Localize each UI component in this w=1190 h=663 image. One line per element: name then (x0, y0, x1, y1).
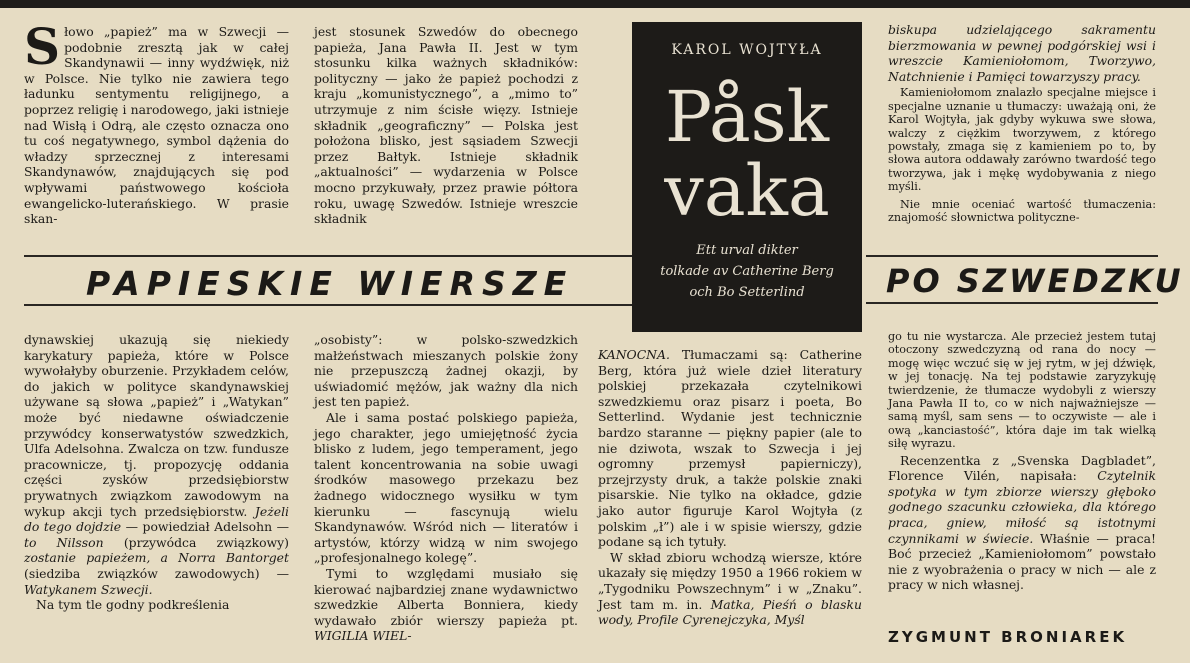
book-cover-subtitle (632, 240, 862, 303)
book-cover-title-line: vaka (664, 150, 830, 232)
top-border (0, 0, 1190, 8)
paragraph (314, 566, 578, 644)
book-cover-title-line: Påsk (664, 76, 830, 158)
text-run: (przywódca związkowy) (123, 534, 289, 550)
top-column-4 (888, 22, 1156, 224)
book-cover-title (632, 76, 862, 232)
headline-left: PAPIESKIE WIERSZE (86, 264, 574, 303)
paragraph: jest stosunek Szwedów do obecnego papieża, Jana Pawła II. Jest w tym stosunku kilka ważnych składników: polityczny — jako że papież pochodzi z kraju „komunistycznego”, a „mimo to” utrzymuje z nim ścisłe więzy. Istnieje składnik „geograficzny” — Polska jest położona blisko, jest sąsiadem Szwecji przez Bałtyk. Istnieje składnik „aktualności” — wydarzenia w Polsce mocno przykuwały, przez prawie półtora roku, uwagę Szwedów. Istnieje wreszcie składnik (314, 24, 578, 227)
book-cover-image (632, 22, 862, 332)
paragraph (598, 347, 862, 550)
text-run: Jeżeli do tego dojdzie (24, 503, 289, 535)
paragraph: biskupa udzielającego sakramentu bierzmowania w pewnej podgórskiej wsi i wreszcie Kamieniołomom, Tworzywo, Natchnienie i Pamięci towarzyszy pracy. (888, 22, 1156, 84)
text-run: Matka, Pieśń o blasku wody, Profile Cyrenejczyka, Myśl (598, 596, 863, 628)
text-run: — powiedział Adelsohn — (125, 519, 289, 535)
text-run: (siedziba związków zawodowych) — (24, 565, 289, 581)
top-column-2 (314, 24, 578, 227)
paragraph: „osobisty”: w polsko-szwedzkich małżeństwach mieszanych polskie żony nie przepuszczą żadnej okazji, by uświadomić mężów, jak ważny dla nich jest ten papież. (314, 332, 578, 410)
bottom-column-3 (598, 347, 862, 628)
text-run: Tymi to względami musiało się kierować najbardziej znane wydawnictwo szwedzkie Alberta Bonniera, kiedy wydawało zbiór wierszy papieża pt. (314, 565, 578, 628)
top-column-1 (24, 17, 289, 227)
bottom-column-4 (888, 330, 1156, 593)
rule-upper-left (24, 255, 632, 257)
paragraph: Na tym tle godny podkreślenia (36, 597, 230, 613)
rule-lower-right (866, 302, 1158, 304)
text-run: Czytelnik spotyka w tym zbiorze wierszy głęboko godnego szacunku człowieka, dla którego praca, gniew, miłość są istotnymi czynnikami w świecie. (888, 468, 1156, 546)
text-run: WIGILIA WIEL- (314, 628, 412, 644)
rule-upper-right (866, 255, 1158, 257)
text-run: to Nilsson (24, 534, 104, 550)
bottom-column-1 (24, 332, 289, 613)
text-run: KANOCNA. (598, 347, 670, 362)
text-run: Recenzentka z „Svenska Dagbladet”, Florence Vilén, napisała: (888, 452, 1156, 484)
paragraph (598, 550, 862, 628)
paragraph: Nie mnie oceniać wartość tłumaczenia: znajomość słownictwa polityczne- (888, 197, 1156, 225)
text-run: Watykanem Szwecji. (24, 581, 153, 597)
paragraph: Kamieniołomom znalazło specjalne miejsce i specjalne uznanie u tłumaczy: uważają oni, że Karol Wojtyła, jak gdyby wykuwa swe słowa, walczy z ciężkim tworzywem, z którego powstały, zmaga się z kamieniem po to, by słowa autora oddawały zarówno twardość tego tworzywa, jak i mękę wydobywania z niego myśli. (888, 86, 1156, 194)
author-signature: ZYGMUNT BRONIAREK (888, 628, 1128, 646)
paragraph: go tu nie wystarcza. Ale przecież jestem tutaj otoczony szwedczyzną od rana do nocy — mogę więc wczuć się w jej rytm, w jej dźwięk, w jej tonację. Na tej podstawie zaryzykuję twierdzenie, że tłumacze wydobyli z wierszy Jana Pawła II to, co w nich najważniejsze — samą myśl, sam sens — to oczywiste — ale i ową „kanciastość”, która daje im tak wielką siłę wyrazu. (888, 330, 1156, 451)
paragraph (888, 453, 1156, 593)
book-cover-subtitle-line: Ett urval dikter (696, 243, 798, 258)
book-cover-subtitle-line: och Bo Setterlind (689, 285, 805, 300)
text-run: dynawskiej ukazują się niekiedy karykatury papieża, które w Polsce wywołałyby oburzenie. Przykładem celów, do jakich w polityce skandynawskiej używane są słowa „papież” i „Watykan” może być niedawne oświadczenie przywódcy konserwatystów szwedzkich, Ulfa Adelsohna. Zwalcza on tzw. fundusze pracownicze, tj. propozycję oddania części zysków przedsiębiorstw prywatnych związkom zawodowym na wykup akcji tych przedsiębiorstw. (24, 332, 289, 519)
book-cover-author: KAROL WOJTYŁA (671, 42, 823, 58)
paragraph: Ale i sama postać polskiego papieża, jego charakter, jego umiejętność życia blisko z ludem, jego temperament, jego talent koncentrowania na sobie uwagi środków masowego przekazu bez żadnego widocznego wysiłku w tym kierunku — fascynują wielu Skandynawów. Wśród nich — literatów i artystów, którzy widzą w nim swojego „profesjonalnego kolegę”. (314, 409, 578, 566)
rule-lower-left (24, 304, 632, 306)
text-run: Tłumaczami są: Catherine Berg, która już wiele dzieł literatury polskiej przekazała czytelnikowi szwedzkiemu oraz pisarz i poeta, Bo Setterlind. Wydanie jest technicznie bardzo staranne — piękny papier (ale to nie dziwota, wszak to Szwecja i jej ogromny przemysł papierniczy), przejrzysty druk, a także polskie znaki pisarskie. Nie tylko na okładce, gdzie jako autor figuruje Karol Wojtyła (z polskim „ł”) ale i w spisie wierszy, gdzie podane są ich tytuły. (598, 347, 862, 550)
paragraph (24, 332, 289, 597)
paragraph: łowo „papież” ma w Szwecji — podobnie zresztą jak w całej Skandynawii — inny wydźwięk, niż w Polsce. Nie tylko nie zawiera tego ładunku sentymentu religijnego, a poprzez religię i narodowego, jaki istnieje nad Wisłą i Odrą, ale często oznacza ono tu coś negatywnego, symbol dążenia do władzy sprzecznej z interesami Skandynawów, znajdujących się pod wpływami państwowego kościoła ewangelicko-luterańskiego. W prasie skan- (24, 24, 289, 227)
text-run: Właśnie — praca! Boć przecież „Kamieniołomom” powstało nie z wyobrażenia o pracy w nich — ale z pracy w nich własnej. (888, 530, 1156, 593)
text-run: zostanie papieżem, a Norra Bantorget (24, 550, 289, 566)
drop-cap: S (24, 17, 61, 76)
headline-right: PO SZWEDZKU (886, 262, 1184, 300)
bottom-column-2 (314, 332, 578, 644)
book-cover-subtitle-line: tolkade av Catherine Berg (660, 264, 834, 279)
text-run: W skład zbioru wchodzą wiersze, które ukazały się między 1950 a 1966 rokiem w „Tygodniku Powszechnym” i w „Znaku”. Jest tam m. in. (598, 549, 862, 612)
